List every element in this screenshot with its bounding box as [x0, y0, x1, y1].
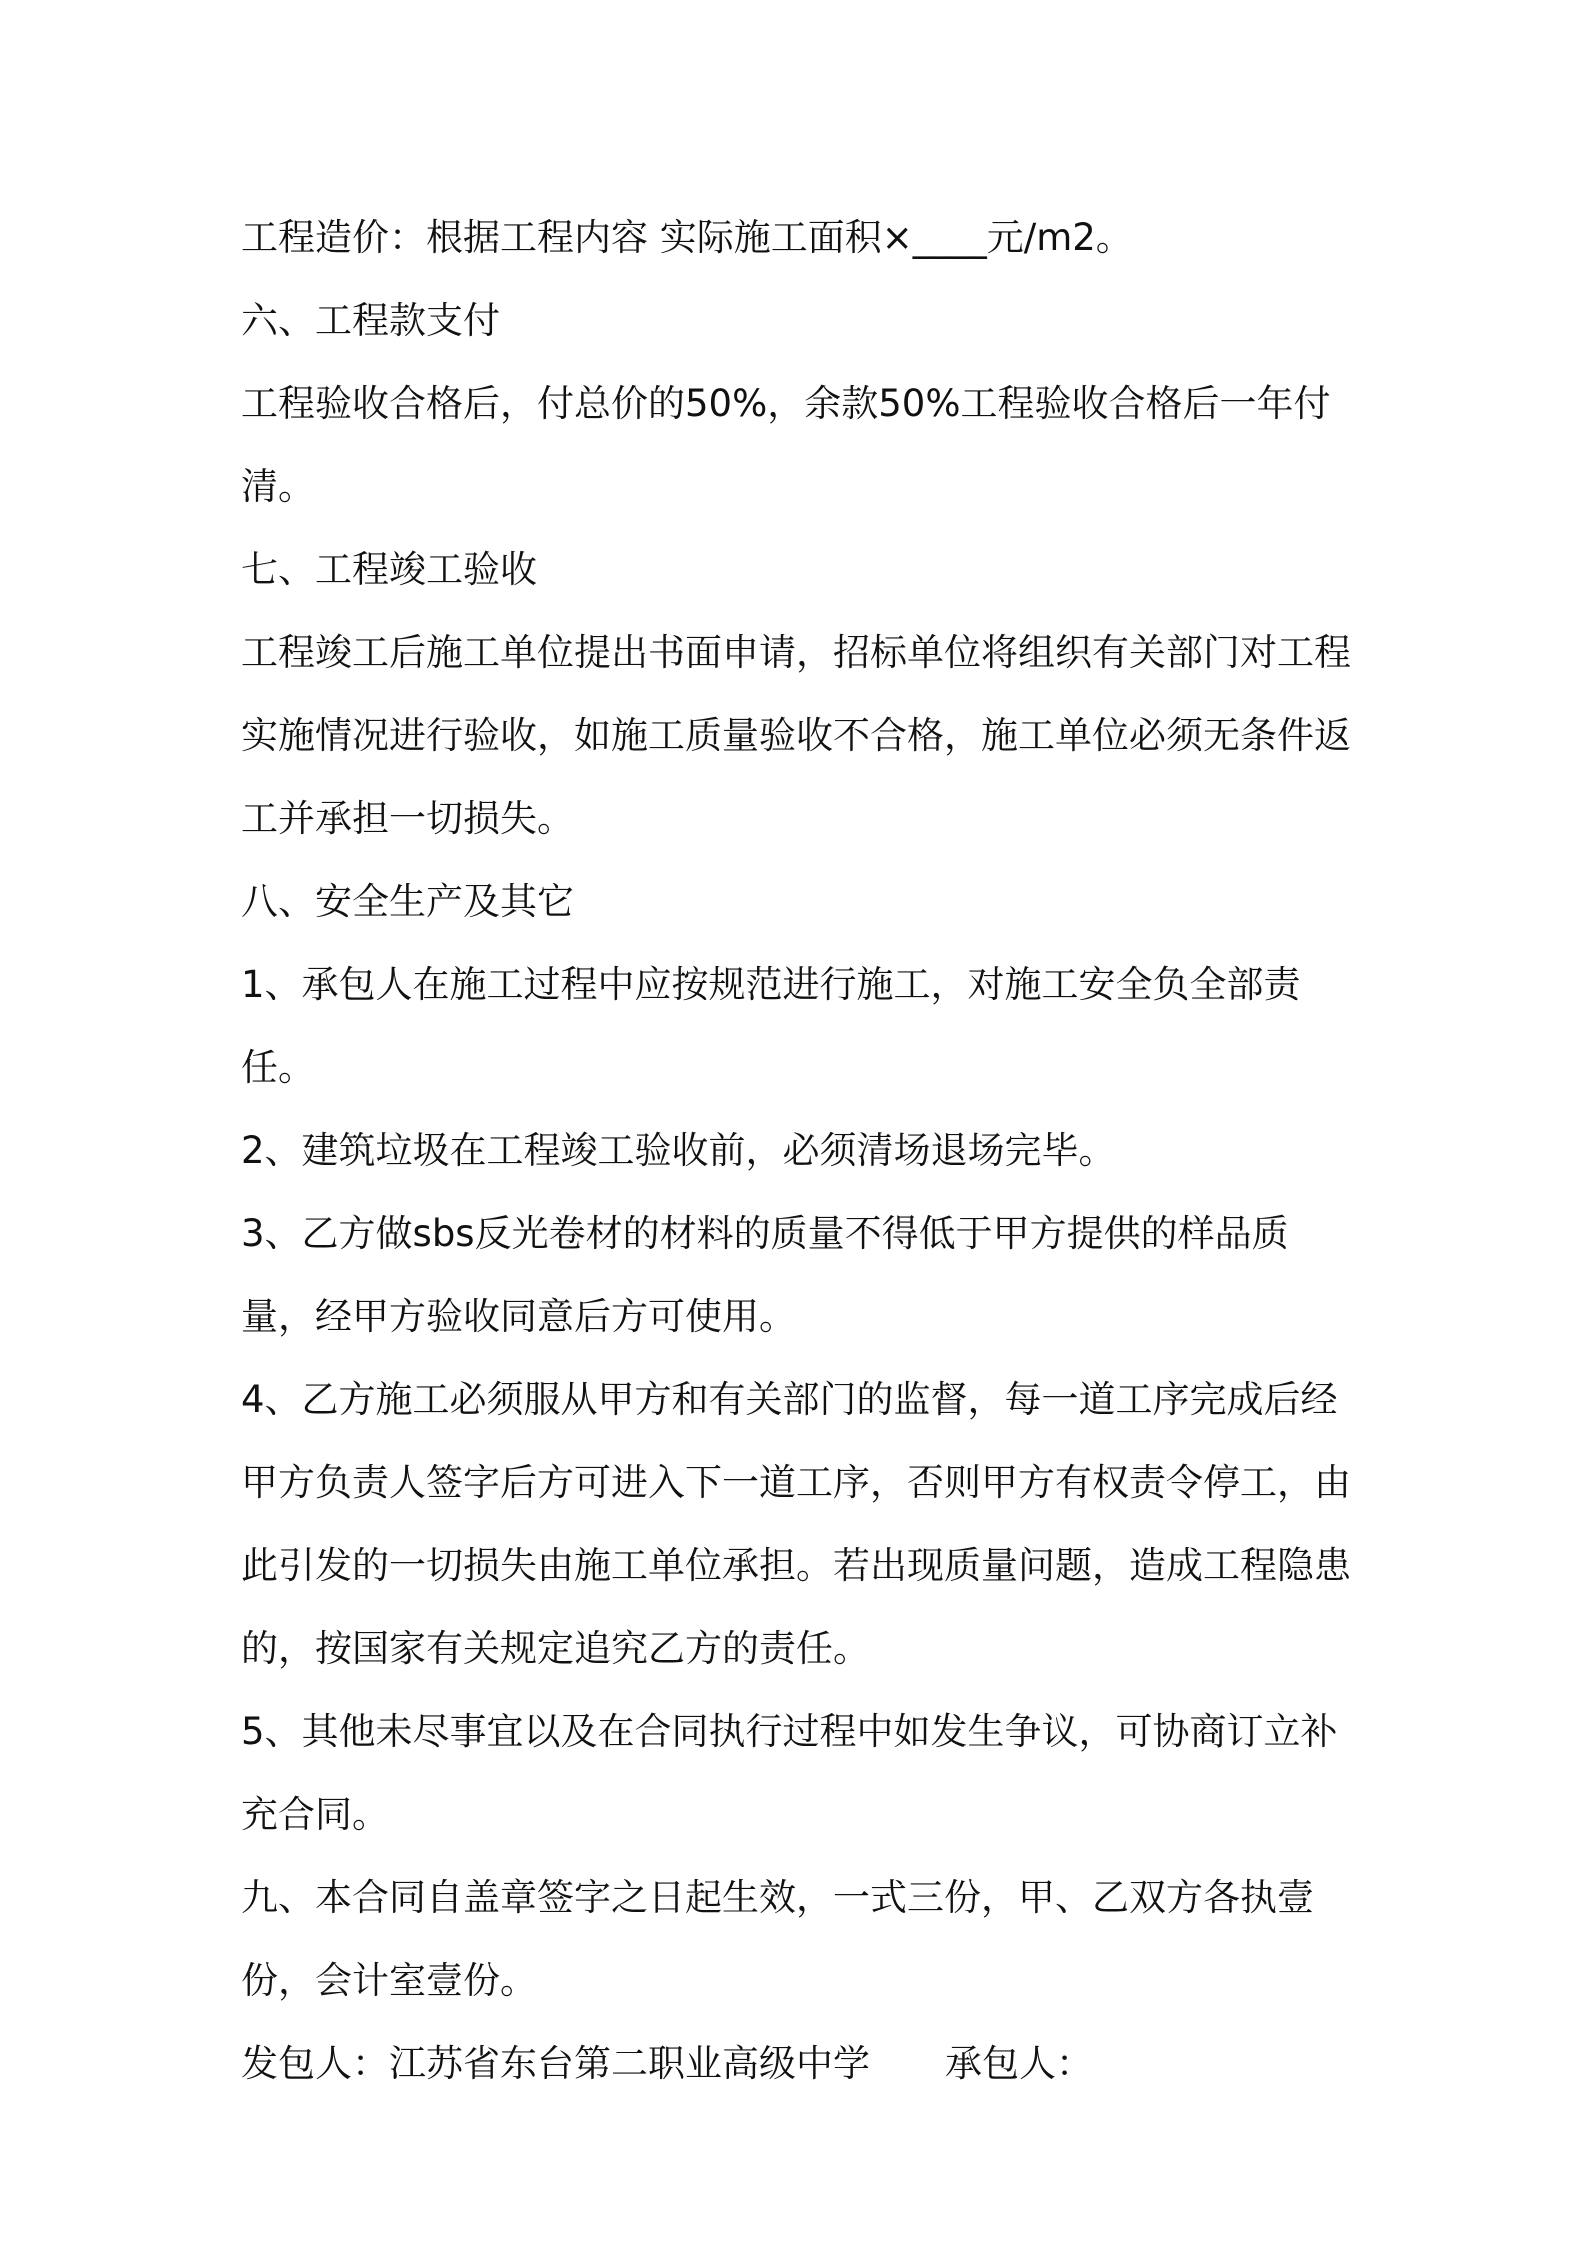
payment-paragraph: 工程验收合格后，付总价的50%，余款50%工程验收合格后一年付清。	[241, 382, 1331, 508]
cost-paragraph: 工程造价：根据工程内容 实际施工面积×____元/m2。	[241, 216, 1133, 259]
section-7-heading: 七、工程竣工验收	[241, 548, 537, 591]
section-6-heading: 六、工程款支付	[241, 299, 500, 342]
employer-signature: 发包人：江苏省东台第二职业高级中学	[241, 2042, 870, 2085]
safety-item-4: 4、乙方施工必须服从甲方和有关部门的监督，每一道工序完成后经甲方负责人签字后方可进入下一道工序，否则甲方有权责令停工，由此引发的一切损失由施工单位承担。若出现质量问题，造成工程隐患的，按国家有关规定追究乙方的责任。	[241, 1378, 1351, 1670]
signature-line	[241, 2022, 1361, 2105]
safety-item-5: 5、其他未尽事宜以及在合同执行过程中如发生争议，可协商订立补充合同。	[241, 1710, 1338, 1836]
section-8-heading: 八、安全生产及其它	[241, 880, 574, 923]
contractor-signature: 承包人：	[945, 2042, 1093, 2085]
acceptance-paragraph: 工程竣工后施工单位提出书面申请，招标单位将组织有关部门对工程实施情况进行验收，如施工质量验收不合格，施工单位必须无条件返工并承担一切损失。	[241, 631, 1351, 840]
document-body	[241, 196, 1361, 2105]
safety-item-2: 2、建筑垃圾在工程竣工验收前，必须清场退场完毕。	[241, 1129, 1116, 1172]
safety-item-1: 1、承包人在施工过程中应按规范进行施工，对施工安全负全部责任。	[241, 963, 1301, 1089]
section-9-paragraph: 九、本合同自盖章签字之日起生效，一式三份，甲、乙双方各执壹份，会计室壹份。	[241, 1876, 1314, 2002]
safety-item-3: 3、乙方做sbs反光卷材的材料的质量不得低于甲方提供的样品质量，经甲方验收同意后方可使用。	[241, 1212, 1289, 1338]
